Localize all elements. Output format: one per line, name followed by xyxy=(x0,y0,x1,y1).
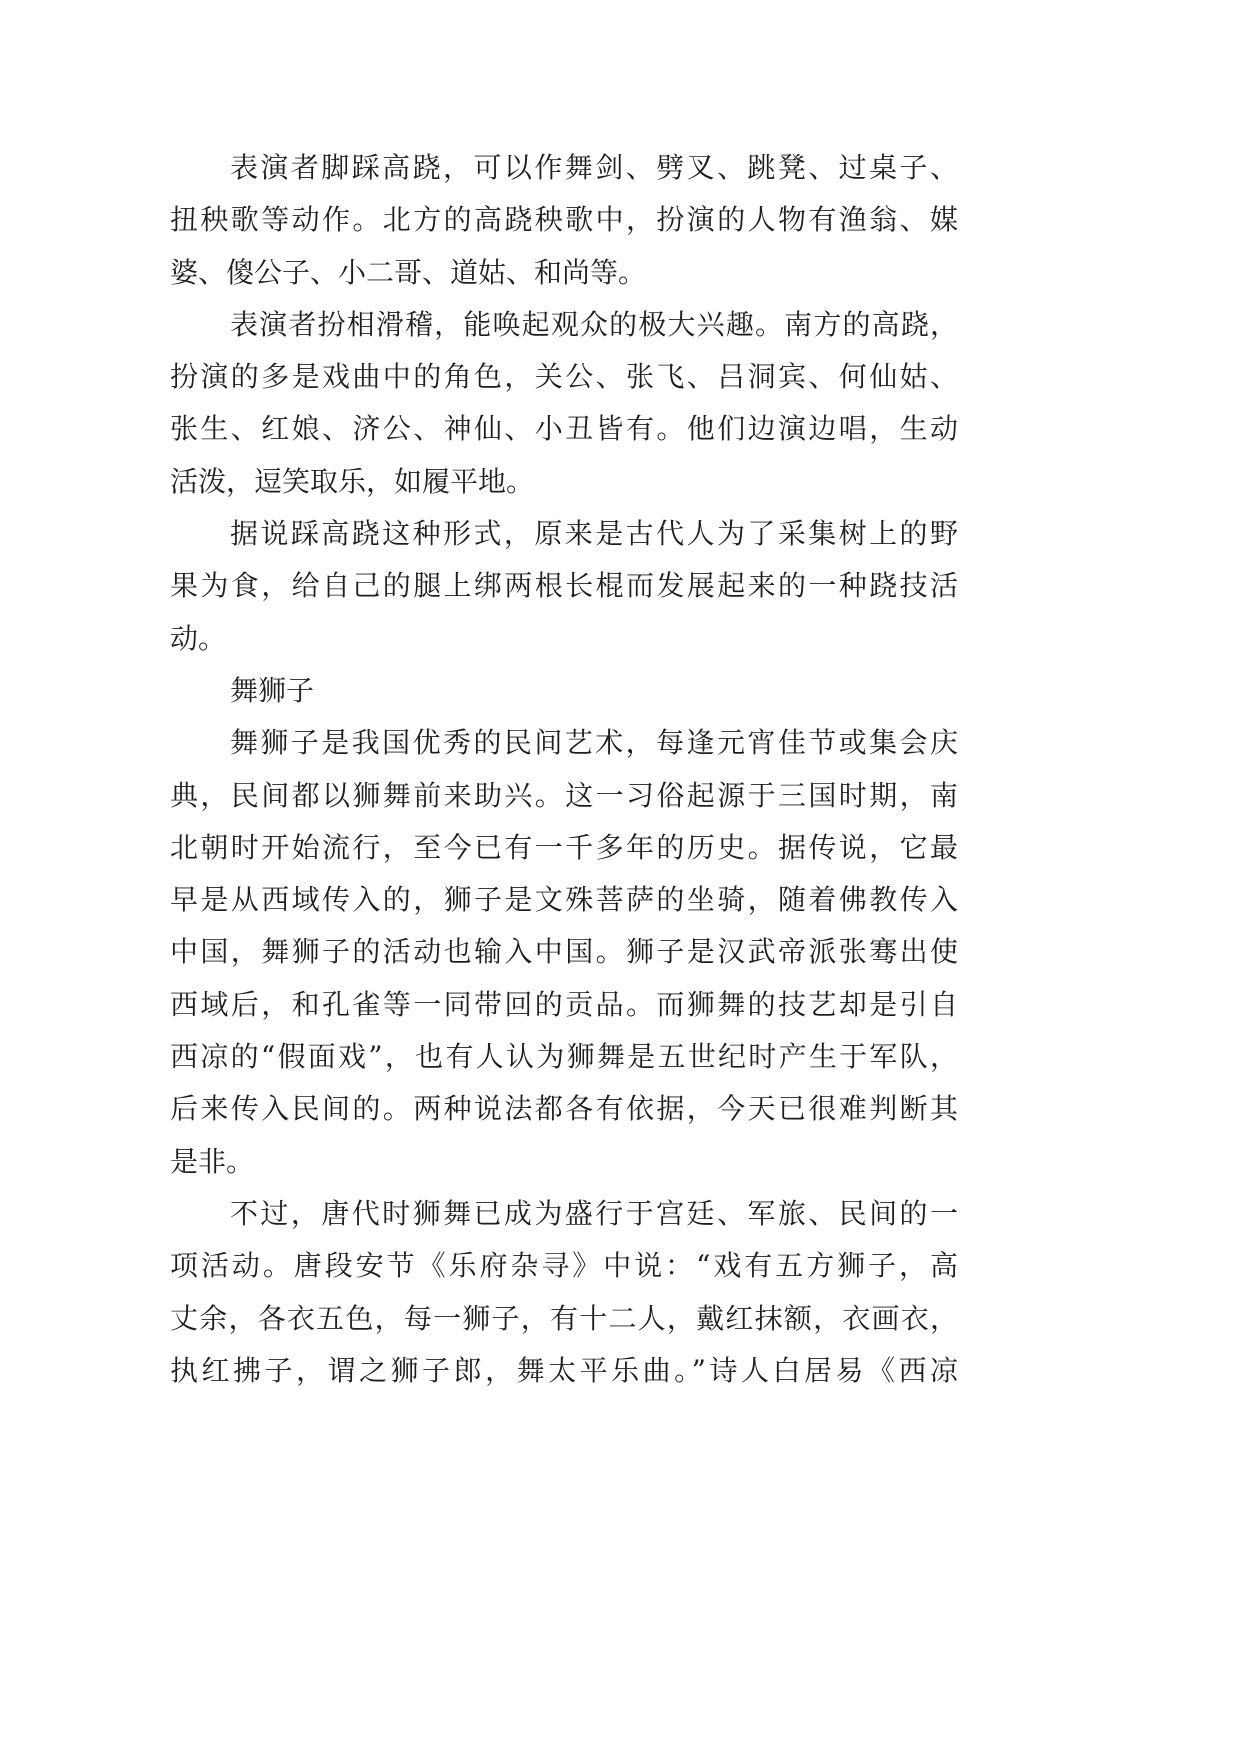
document-body xyxy=(170,142,958,1397)
text-line: 丈余，各衣五色，每一狮子，有十二人，戴红抹额，衣画衣， xyxy=(170,1301,958,1335)
text-line: 项活动。唐段安节《乐府杂寻》中说：“戏有五方狮子，高 xyxy=(170,1249,958,1283)
text-line: 果为食，给自己的腿上绑两根长棍而发展起来的一种跷技活 xyxy=(170,569,958,603)
text-line: 中国，舞狮子的活动也输入中国。狮子是汉武帝派张骞出使 xyxy=(170,935,958,969)
text-line: 表演者脚踩高跷，可以作舞剑、劈叉、跳凳、过桌子、 xyxy=(230,151,958,184)
text-line: 北朝时开始流行，至今已有一千多年的历史。据传说，它最 xyxy=(170,830,958,864)
text-line: 活泼，逗笑取乐，如履平地。 xyxy=(170,464,535,498)
paragraph xyxy=(170,299,958,508)
section-heading xyxy=(170,665,958,717)
section-heading-text: 舞狮子 xyxy=(230,673,315,707)
text-line: 舞狮子是我国优秀的民间艺术，每逢元宵佳节或集会庆 xyxy=(230,726,958,760)
text-line: 早是从西域传入的，狮子是文殊菩萨的坐骑，随着佛教传入 xyxy=(170,883,958,917)
text-line: 据说踩高跷这种形式，原来是古代人为了采集树上的野 xyxy=(230,517,958,551)
text-line: 典，民间都以狮舞前来助兴。这一习俗起源于三国时期，南 xyxy=(170,778,958,812)
text-line: 婆、傻公子、小二哥、道姑、和尚等。 xyxy=(170,255,647,289)
text-line: 是非。 xyxy=(170,1144,255,1178)
text-line: 扭秧歌等动作。北方的高跷秧歌中，扮演的人物有渔翁、媒 xyxy=(170,203,958,237)
text-line: 执红拂子，谓之狮子郎，舞太平乐曲。”诗人白居易《西凉 xyxy=(170,1353,958,1387)
text-line: 后来传入民间的。两种说法都各有依据，今天已很难判断其 xyxy=(170,1092,958,1126)
paragraph xyxy=(170,508,958,665)
paragraph xyxy=(170,142,958,299)
text-line: 表演者扮相滑稽，能唤起观众的极大兴趣。南方的高跷， xyxy=(230,307,958,341)
paragraph xyxy=(170,717,958,1188)
text-line: 西域后，和孔雀等一同带回的贡品。而狮舞的技艺却是引自 xyxy=(170,987,958,1021)
paragraph xyxy=(170,1188,958,1397)
text-line: 扮演的多是戏曲中的角色，关公、张飞、吕洞宾、何仙姑、 xyxy=(170,360,958,394)
text-line: 西凉的“假面戏”，也有人认为狮舞是五世纪时产生于军队， xyxy=(170,1040,958,1074)
text-line: 不过，唐代时狮舞已成为盛行于宫廷、军旅、民间的一 xyxy=(230,1196,958,1230)
text-line: 张生、红娘、济公、神仙、小丑皆有。他们边演边唱，生动 xyxy=(170,412,958,446)
text-line: 动。 xyxy=(170,621,227,655)
